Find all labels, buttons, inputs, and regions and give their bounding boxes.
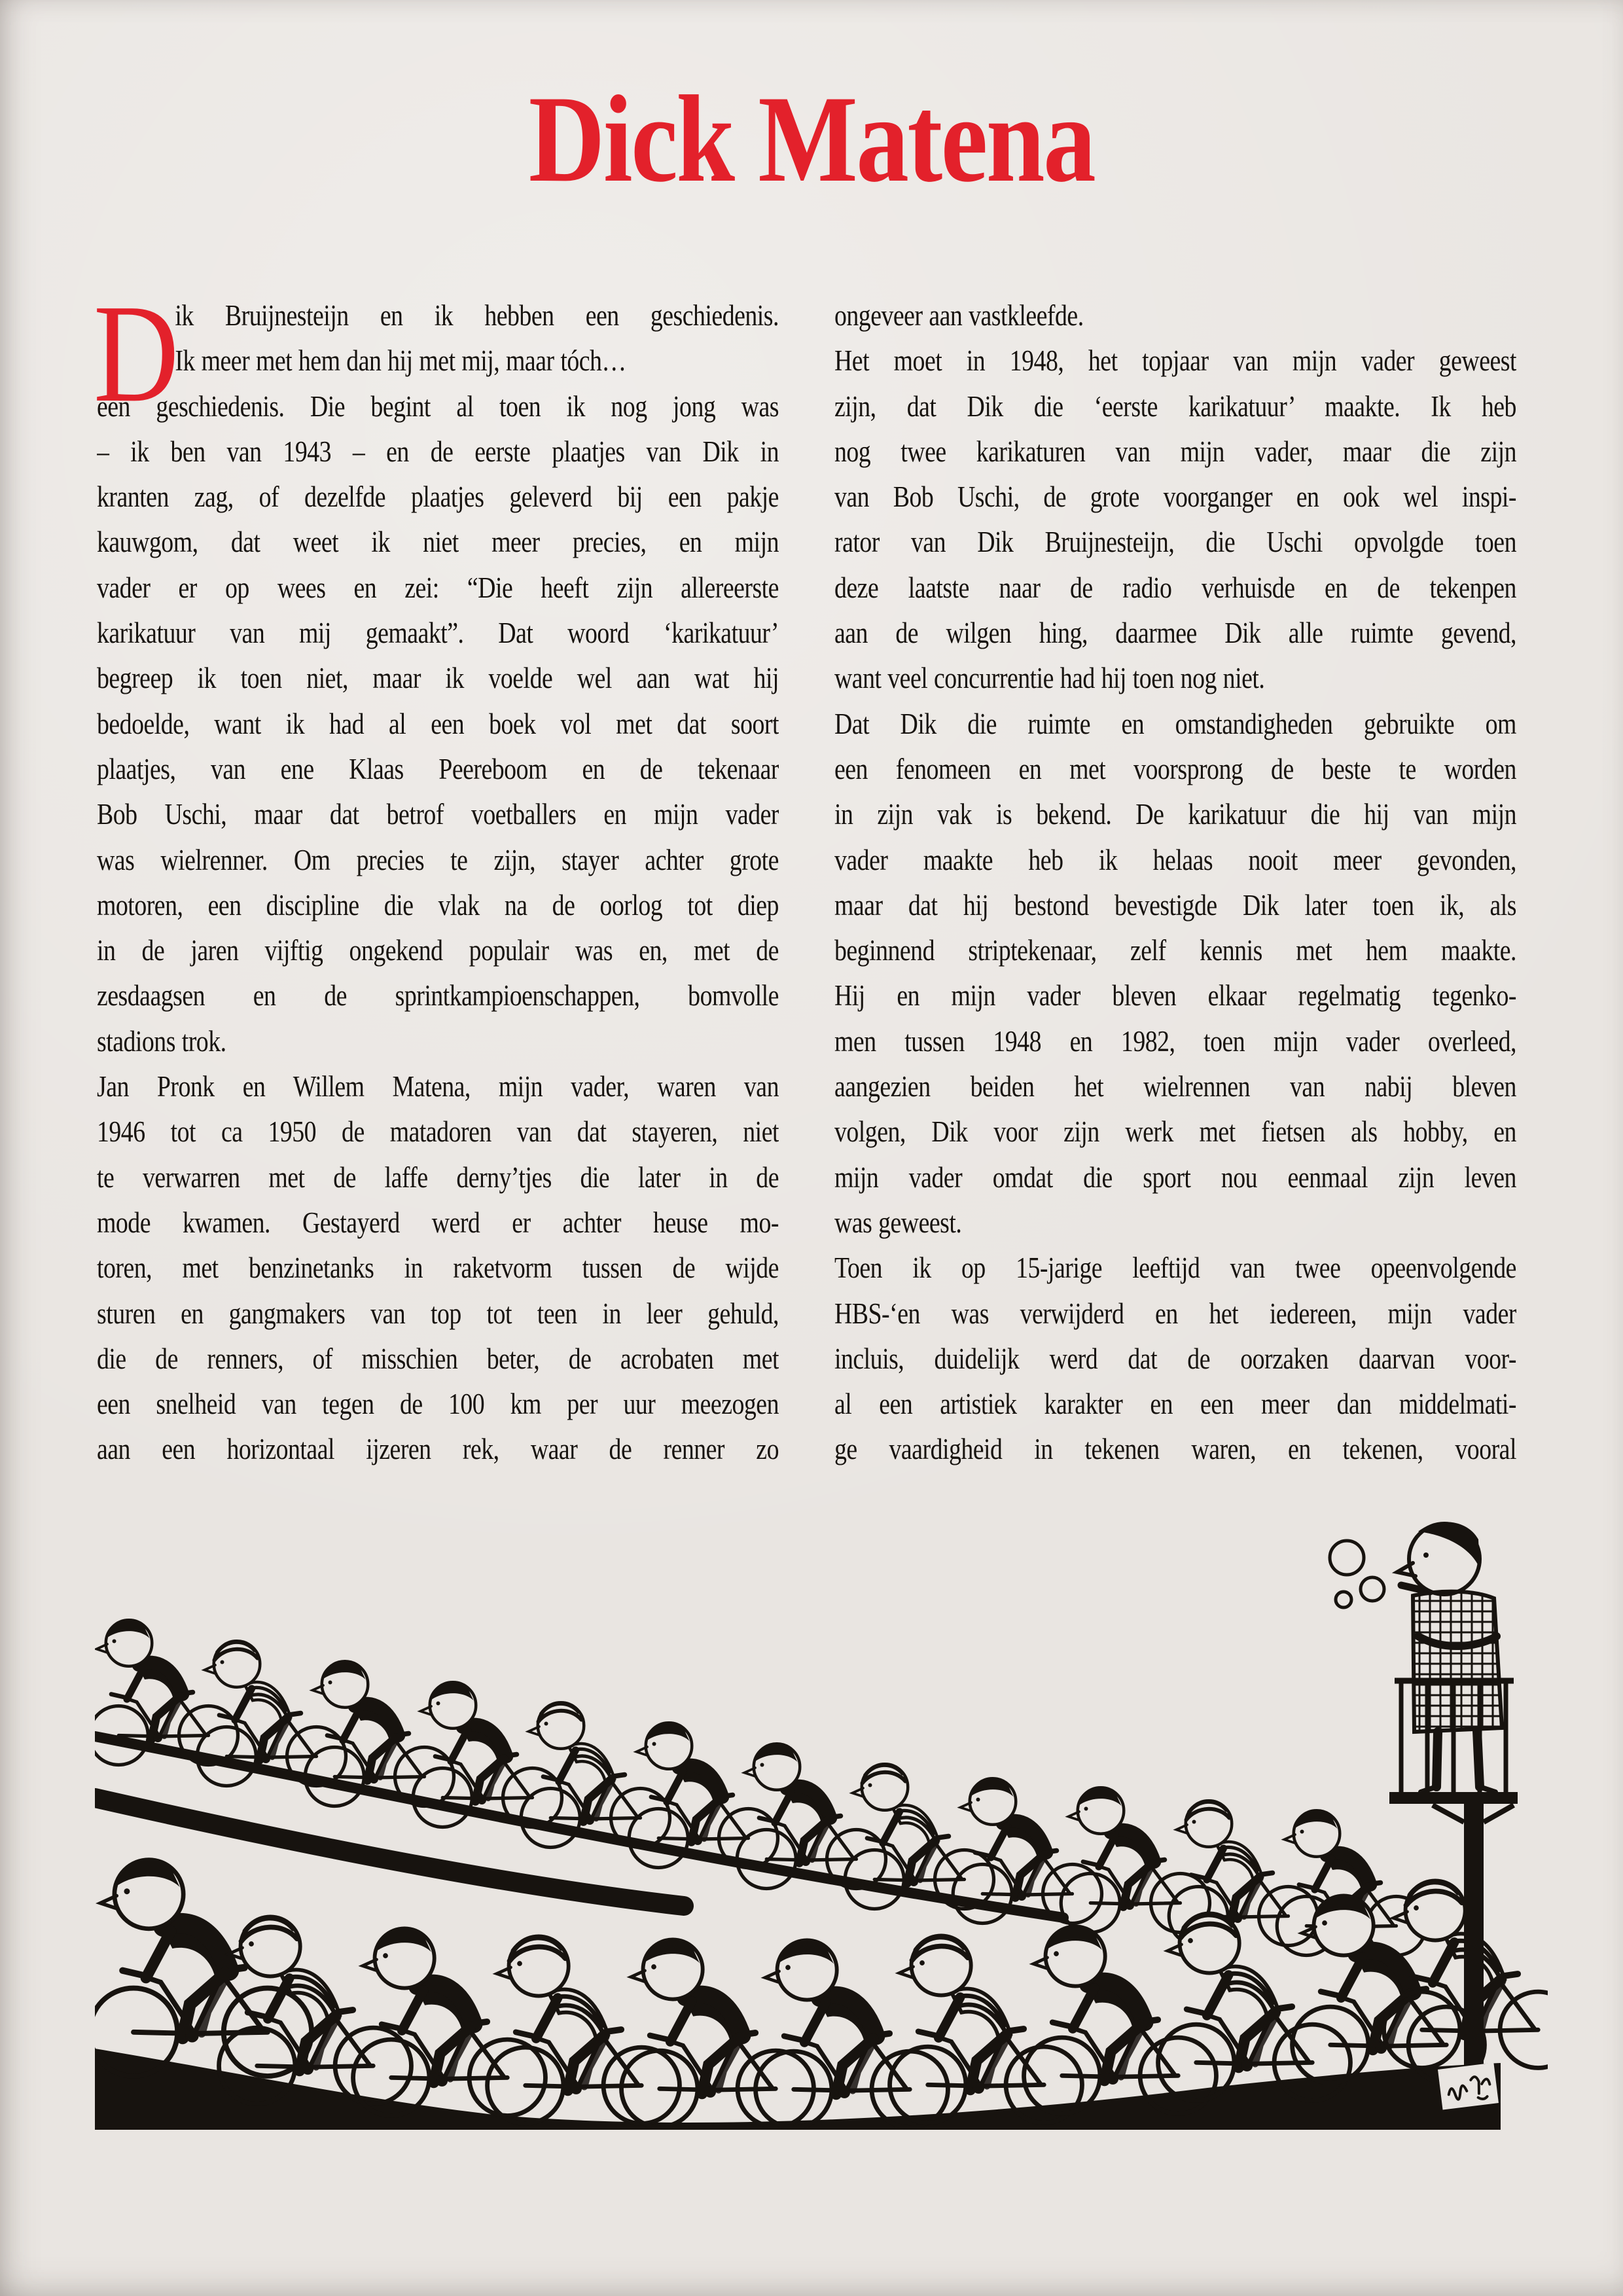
text-line: bedoelde, want ik had al een boek vol met dat soort xyxy=(97,707,779,740)
text-line: Toen ik op 15-jarige leeftijd van twee opeenvolgende xyxy=(834,1251,1516,1285)
text-column-right xyxy=(834,293,1516,1473)
text-line: Het moet in 1948, het topjaar van mijn vader geweest xyxy=(834,344,1516,378)
text-line: al een artistiek karakter en een meer dan middelmati- xyxy=(834,1388,1516,1421)
text-line: aan de wilgen hing, daarmee Dik alle ruimte gevend, xyxy=(834,617,1516,650)
text-line: zesdaagsen en de sprintkampioenschappen, bomvolle xyxy=(97,979,779,1013)
text-line: was wielrenner. Om precies te zijn, stayer achter grote xyxy=(97,843,779,876)
column-lines xyxy=(834,293,1516,1473)
smoke-curls-icon xyxy=(1330,1541,1384,1607)
text-line: incluis, duidelijk werd dat de oorzaken daarvan voor- xyxy=(834,1342,1516,1375)
column-lines xyxy=(97,293,779,1473)
text-line: vader er op wees en zei: “Die heeft zijn allereerste xyxy=(97,571,779,604)
text-line: nog twee karikaturen van mijn vader, maar die zijn xyxy=(834,435,1516,468)
text-line: ge vaardigheid in tekenen waren, en tekenen, vooral xyxy=(834,1433,1516,1466)
text-line: deze laatste naar de radio verhuisde en de tekenpen xyxy=(834,571,1516,604)
text-line: beginnend striptekenaar, zelf kennis met hem maakte. xyxy=(834,934,1516,967)
text-line: die de renners, of misschien beter, de acrobaten met xyxy=(97,1342,779,1375)
text-line: volgen, Dik voor zijn werk met fietsen als hobby, en xyxy=(834,1115,1516,1149)
text-line: mijn vader omdat die sport nou eenmaal zijn leven xyxy=(834,1160,1516,1194)
text-line: kranten zag, of dezelfde plaatjes geleverd bij een pakje xyxy=(97,480,779,514)
text-line: sturen en gangmakers van top tot teen in leer gehuld, xyxy=(97,1297,779,1330)
text-line: Bob Uschi, maar dat betrof voetballers en mijn vader xyxy=(97,798,779,831)
artist-signature xyxy=(1438,2063,1499,2110)
text-line: Jan Pronk en Willem Matena, mijn vader, waren van xyxy=(97,1070,779,1103)
text-line: ongeveer aan vastkleefde. xyxy=(834,299,1084,332)
text-line: HBS-‘en was verwijderd en het iedereen, mijn vader xyxy=(834,1297,1516,1330)
cyclist-figure xyxy=(1061,1787,1209,1932)
text-line: aangezien beiden het wielrennen van nabij bleven xyxy=(834,1070,1516,1103)
text-line: want veel concurrentie had hij toen nog niet. xyxy=(834,662,1265,695)
text-line: rator van Dik Bruijnesteijn, die Uschi opvolgde toen xyxy=(834,526,1516,559)
text-line: plaatjes, van ene Klaas Peereboom en de tekenaar xyxy=(97,752,779,785)
text-line: toren, met benzinetanks in raketvorm tussen de wijde xyxy=(97,1251,779,1285)
text-line: Hij en mijn vader bleven elkaar regelmatig tegenko- xyxy=(834,979,1516,1013)
text-line: 1946 tot ca 1950 de matadoren van dat stayeren, niet xyxy=(97,1115,779,1149)
text-line: stadions trok. xyxy=(97,1024,226,1058)
text-line: vader maakte heb ik helaas nooit meer gevonden, xyxy=(834,843,1516,876)
text-line: Ik meer met hem dan hij met mij, maar tóch… xyxy=(175,344,626,378)
text-line: ik Bruijnesteijn en ik hebben een geschiedenis. xyxy=(175,299,779,332)
text-column-left xyxy=(93,275,779,1473)
text-line: van Bob Uschi, de grote voorganger en ook wel inspi- xyxy=(834,480,1516,514)
text-line: karikatuur van mij gemaakt”. Dat woord ‘karikatuur’ xyxy=(97,617,779,650)
text-line: – ik ben van 1943 – en de eerste plaatjes van Dik in xyxy=(97,435,779,468)
page-title: Dick Matena xyxy=(528,71,1095,208)
text-line: maar dat hij bestond bevestigde Dik later toen ik, als xyxy=(834,888,1516,922)
text-line: een snelheid van tegen de 100 km per uur meezogen xyxy=(97,1388,779,1421)
text-line: mode kwamen. Gestayerd werd er achter heuse mo- xyxy=(97,1206,779,1239)
race-official-figure xyxy=(1330,1522,1502,1792)
text-line: een geschiedenis. Die begint al toen ik nog jong was xyxy=(97,389,779,423)
text-line: Dat Dik die ruimte en omstandigheden gebruikte om xyxy=(834,707,1516,740)
drop-cap: D xyxy=(93,275,179,431)
caricature-illustration xyxy=(95,1512,1548,2130)
text-line: te verwarren met de laffe derny’tjes die later in de xyxy=(97,1160,779,1194)
text-line: begreep ik toen niet, maar ik voelde wel aan wat hij xyxy=(97,662,779,695)
text-line: aan een horizontaal ijzeren rek, waar de renner zo xyxy=(97,1433,779,1466)
text-line: zijn, dat Dik die ‘eerste karikatuur’ maakte. Ik heb xyxy=(834,389,1516,423)
text-line: kauwgom, dat weet ik niet meer precies, en mijn xyxy=(97,526,779,559)
upper-row-cyclists xyxy=(95,1619,1426,1955)
text-line: in zijn vak is bekend. De karikatuur die hij van mijn xyxy=(834,798,1516,831)
text-line: was geweest. xyxy=(834,1206,962,1239)
text-line: een fenomeen en met voorsprong de beste te worden xyxy=(834,752,1516,785)
text-line: men tussen 1948 en 1982, toen mijn vader overleed, xyxy=(834,1024,1516,1058)
text-line: motoren, een discipline die vlak na de oorlog tot diep xyxy=(97,888,779,922)
text-line: in de jaren vijftig ongekend populair was en, met de xyxy=(97,934,779,967)
